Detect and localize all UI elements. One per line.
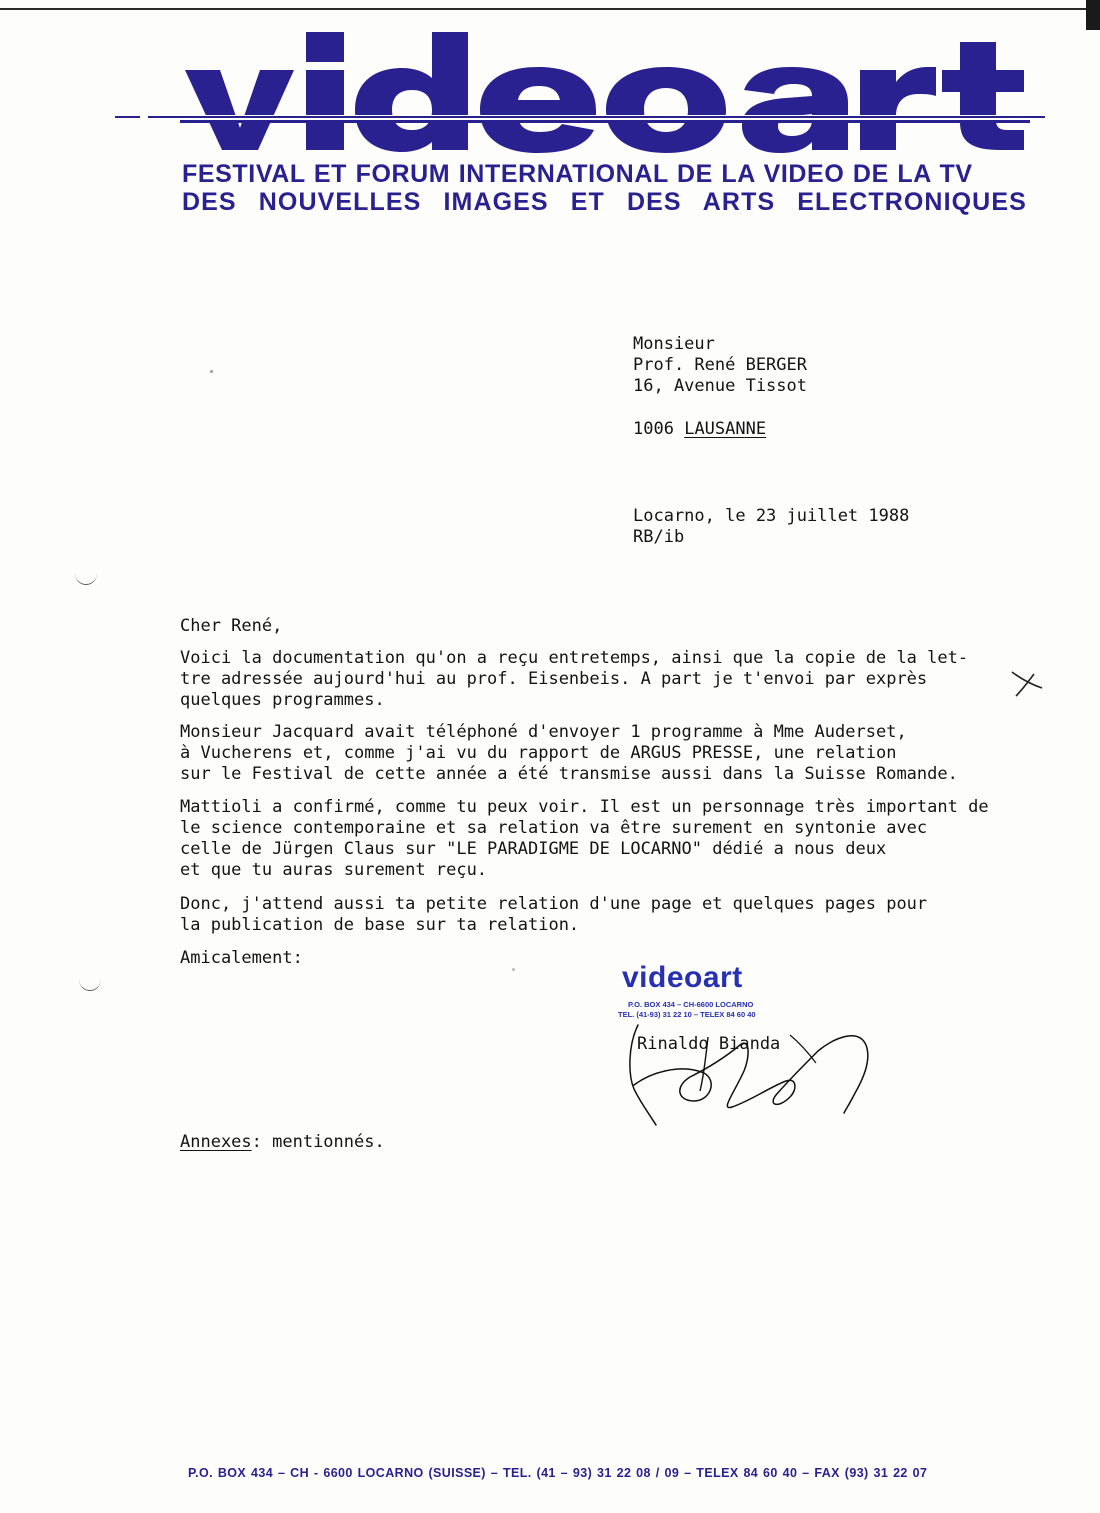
recipient-street: 16, Avenue Tissot <box>633 376 807 396</box>
letterhead-footer: P.O. BOX 434 – CH - 6600 LOCARNO (SUISSE) – TEL. (41 – 93) 31 22 08 / 09 – TELEX 84 60 40 – FAX (93) 31 22 07 <box>188 1466 928 1480</box>
body-paragraph-3 <box>180 797 1040 881</box>
place-date: Locarno, le 23 juillet 1988 <box>633 506 910 526</box>
body-paragraph-1 <box>180 648 1040 711</box>
body-paragraph-4 <box>180 894 1040 936</box>
annexes-label: Annexes <box>180 1132 252 1152</box>
punch-hole-top <box>75 562 97 585</box>
paragraph-line: Voici la documentation qu'on a reçu entretemps, ainsi que la copie de la let- <box>180 648 969 668</box>
paragraph-line: celle de Jürgen Claus sur "LE PARADIGME DE LOCARNO" dédié a nous deux <box>180 839 887 859</box>
recipient-city: LAUSANNE <box>684 419 767 439</box>
handwritten-signature <box>600 1015 900 1135</box>
paragraph-line: Monsieur Jacquard avait téléphoné d'envoyer 1 programme à Mme Auderset, <box>180 722 907 742</box>
punch-hole-bottom <box>79 968 101 991</box>
paragraph-line: et que tu auras surement reçu. <box>180 860 488 880</box>
scan-edge-corner <box>1086 0 1100 30</box>
stamp-logo: videoart <box>622 961 743 994</box>
annexes-text: : mentionnés. <box>251 1132 385 1152</box>
paragraph-line: quelques programmes. <box>180 690 385 710</box>
paragraph-line: Donc, j'attend aussi ta petite relation d'une page et quelques pages pour <box>180 894 928 914</box>
handwritten-x-mark <box>1008 668 1044 698</box>
annexes-line <box>180 1132 385 1153</box>
greeting <box>180 616 1040 637</box>
signatory-name: Rinaldo Bianda <box>637 1034 781 1054</box>
videoart-logo-graphic <box>110 20 1050 170</box>
recipient-salutation: Monsieur <box>633 334 715 354</box>
closing <box>180 948 1040 969</box>
paragraph-line: à Vucherens et, comme j'ai vu du rapport de ARGUS PRESSE, une relation <box>180 743 897 763</box>
letterhead-tagline-line1: FESTIVAL ET FORUM INTERNATIONAL DE LA VIDEO DE LA TV <box>182 160 973 188</box>
paragraph-line: la publication de base sur ta relation. <box>180 915 580 935</box>
paper-speck <box>210 370 213 373</box>
body-paragraph-2 <box>180 722 1040 785</box>
scan-edge-line <box>0 8 1100 10</box>
paragraph-line: sur le Festival de cette année a été transmise aussi dans la Suisse Romande. <box>180 764 958 784</box>
stamp-address: P.O. BOX 434 – CH-6600 LOCARNO <box>628 1000 754 1009</box>
videoart-logo <box>110 20 1050 170</box>
letterhead-tagline-line2: DES NOUVELLES IMAGES ET DES ARTS ELECTRONIQUES <box>182 188 1027 216</box>
company-stamp <box>618 962 818 1022</box>
paper-speck <box>512 968 515 971</box>
paragraph-line: le science contemporaine et sa relation va être surement en syntonie avec <box>180 818 928 838</box>
recipient-postcode: 1006 <box>633 419 674 439</box>
greeting-text: Cher René, <box>180 616 283 636</box>
stamp-phone: TEL. (41-93) 31 22 10 – TELEX 84 60 40 <box>618 1010 756 1019</box>
closing-text: Amicalement: <box>180 948 303 968</box>
reference-initials: RB/ib <box>633 527 685 547</box>
paragraph-line: tre adressée aujourd'hui au prof. Eisenbeis. A part je t'envoi par exprès <box>180 669 928 689</box>
recipient-city-line <box>633 419 766 440</box>
paragraph-line: Mattioli a confirmé, comme tu peux voir. Il est un personnage très important de <box>180 797 989 817</box>
recipient-name: Prof. René BERGER <box>633 355 807 375</box>
